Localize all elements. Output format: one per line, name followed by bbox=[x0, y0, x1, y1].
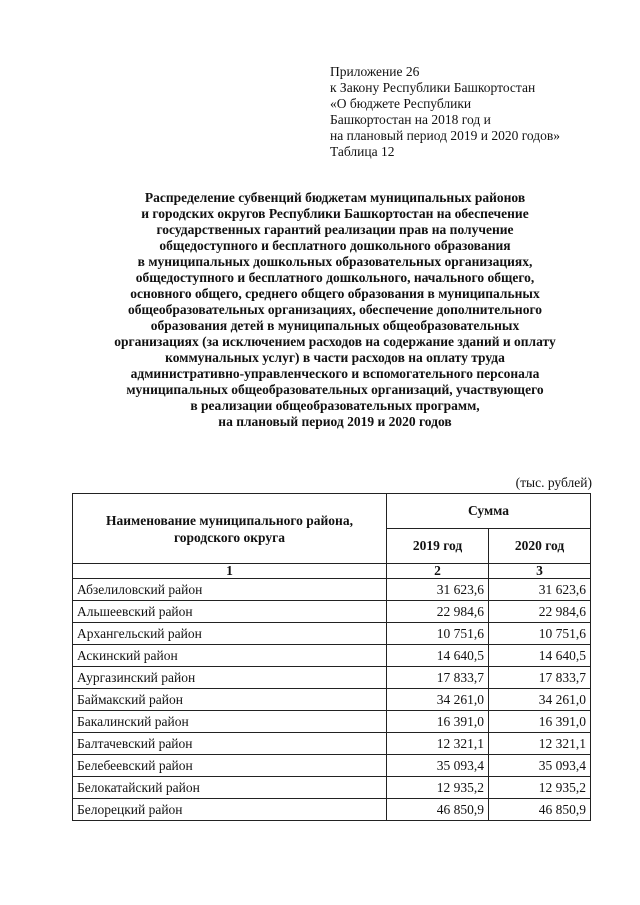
district-name: Абзелиловский район bbox=[73, 579, 387, 601]
amount-2020: 17 833,7 bbox=[489, 667, 591, 689]
district-name: Аскинский район bbox=[73, 645, 387, 667]
title-line: муниципальных общеобразовательных организаций, участвующего bbox=[126, 382, 544, 397]
table-row bbox=[73, 711, 591, 733]
district-name: Альшеевский район bbox=[73, 601, 387, 623]
amount-2020: 14 640,5 bbox=[489, 645, 591, 667]
district-name: Аургазинский район bbox=[73, 667, 387, 689]
table-row bbox=[73, 689, 591, 711]
appendix-block bbox=[330, 64, 560, 160]
table-row bbox=[73, 777, 591, 799]
header-2020: 2020 год bbox=[489, 529, 591, 564]
header-name: Наименование муниципального района, городского округа bbox=[73, 494, 387, 564]
title-line: в муниципальных дошкольных образовательных организациях, bbox=[137, 254, 533, 269]
table-row bbox=[73, 755, 591, 777]
amount-2020: 46 850,9 bbox=[489, 799, 591, 821]
column-number: 3 bbox=[489, 564, 591, 579]
units-label: (тыс. рублей) bbox=[515, 475, 592, 490]
appendix-line: Приложение 26 bbox=[330, 64, 420, 79]
column-number: 1 bbox=[73, 564, 387, 579]
title-line: организациях (за исключением расходов на содержание зданий и оплату bbox=[114, 334, 556, 349]
district-name: Балтачевский район bbox=[73, 733, 387, 755]
appendix-line: на плановый период 2019 и 2020 годов» bbox=[330, 128, 561, 143]
amount-2019: 34 261,0 bbox=[387, 689, 489, 711]
amount-2019: 14 640,5 bbox=[387, 645, 489, 667]
amount-2020: 34 261,0 bbox=[489, 689, 591, 711]
amount-2019: 16 391,0 bbox=[387, 711, 489, 733]
district-name: Белебеевский район bbox=[73, 755, 387, 777]
amount-2020: 22 984,6 bbox=[489, 601, 591, 623]
amount-2019: 17 833,7 bbox=[387, 667, 489, 689]
district-name: Бакалинский район bbox=[73, 711, 387, 733]
table-row bbox=[73, 601, 591, 623]
district-name: Архангельский район bbox=[73, 623, 387, 645]
appendix-line: Башкортостан на 2018 год и bbox=[330, 112, 491, 127]
title-line: коммунальных услуг) в части расходов на оплату труда bbox=[165, 350, 505, 365]
title-line: основного общего, среднего общего образования в муниципальных bbox=[130, 286, 540, 301]
title-line: общедоступного и бесплатного дошкольного образования bbox=[159, 238, 511, 253]
subsidy-table bbox=[72, 493, 591, 821]
amount-2019: 46 850,9 bbox=[387, 799, 489, 821]
column-number: 2 bbox=[387, 564, 489, 579]
title-line: и городских округов Республики Башкортостан на обеспечение bbox=[141, 206, 529, 221]
district-name: Баймакский район bbox=[73, 689, 387, 711]
table-row bbox=[73, 799, 591, 821]
district-name: Белокатайский район bbox=[73, 777, 387, 799]
amount-2019: 12 935,2 bbox=[387, 777, 489, 799]
title-line: в реализации общеобразовательных программ, bbox=[190, 398, 480, 413]
amount-2020: 12 321,1 bbox=[489, 733, 591, 755]
amount-2019: 10 751,6 bbox=[387, 623, 489, 645]
title-line: Распределение субвенций бюджетам муниципальных районов bbox=[144, 190, 526, 205]
appendix-line: к Закону Республики Башкортостан bbox=[330, 80, 536, 95]
document-title bbox=[70, 190, 600, 430]
header-2019: 2019 год bbox=[387, 529, 489, 564]
appendix-line: «О бюджете Республики bbox=[330, 96, 472, 111]
amount-2019: 22 984,6 bbox=[387, 601, 489, 623]
amount-2019: 12 321,1 bbox=[387, 733, 489, 755]
district-name: Белорецкий район bbox=[73, 799, 387, 821]
title-line: образования детей в муниципальных общеобразовательных bbox=[150, 318, 520, 333]
amount-2020: 10 751,6 bbox=[489, 623, 591, 645]
table-row bbox=[73, 645, 591, 667]
title-line: общедоступного и бесплатного дошкольного, начального общего, bbox=[135, 270, 535, 285]
table-row bbox=[73, 579, 591, 601]
title-line: общеобразовательных организациях, обеспечение дополнительного bbox=[127, 302, 542, 317]
table-row bbox=[73, 733, 591, 755]
amount-2019: 35 093,4 bbox=[387, 755, 489, 777]
table-row bbox=[73, 667, 591, 689]
appendix-line: Таблица 12 bbox=[330, 144, 395, 159]
table-row bbox=[73, 623, 591, 645]
title-line: государственных гарантий реализации прав на получение bbox=[156, 222, 514, 237]
amount-2020: 16 391,0 bbox=[489, 711, 591, 733]
title-line: административно-управленческого и вспомогательного персонала bbox=[130, 366, 540, 381]
amount-2020: 35 093,4 bbox=[489, 755, 591, 777]
amount-2019: 31 623,6 bbox=[387, 579, 489, 601]
header-sum: Сумма bbox=[387, 494, 591, 529]
amount-2020: 12 935,2 bbox=[489, 777, 591, 799]
title-line: на плановый период 2019 и 2020 годов bbox=[218, 414, 452, 429]
amount-2020: 31 623,6 bbox=[489, 579, 591, 601]
